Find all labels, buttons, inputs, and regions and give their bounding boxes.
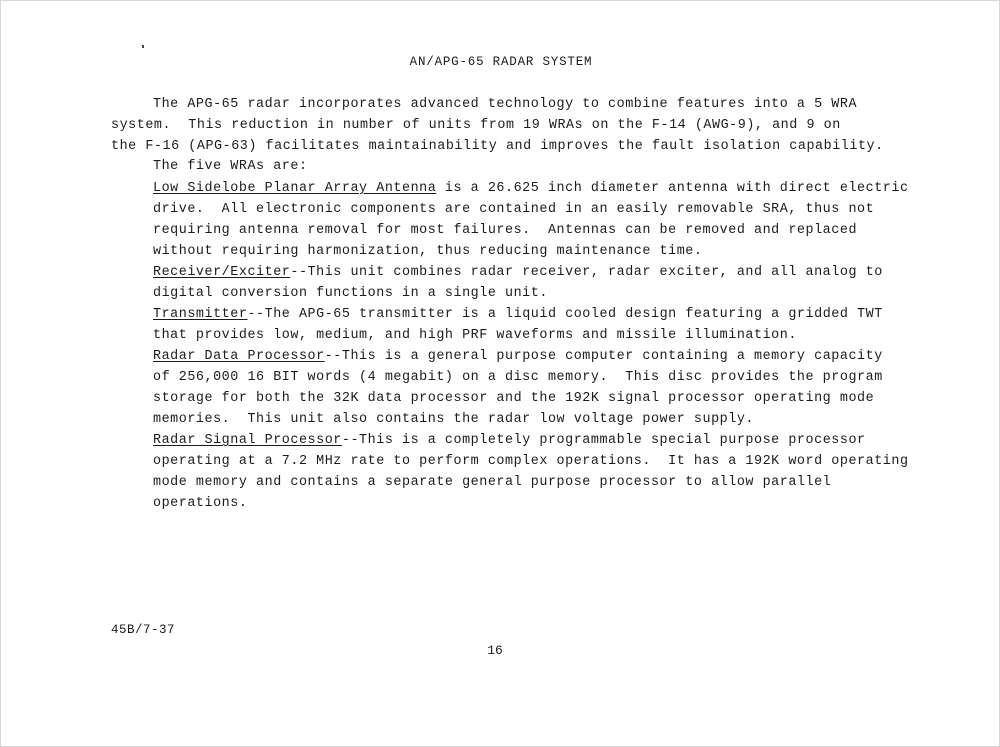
wra-text: is a 26.625 inch diameter antenna with direct electric	[436, 181, 909, 196]
wra-text-line: of 256,000 16 BIT words (4 megabit) on a disc memory. This disc provides the program	[153, 370, 883, 385]
wra-text: --This unit combines radar receiver, radar exciter, and all analog to	[290, 265, 883, 280]
wra-item-antenna	[153, 181, 909, 197]
wra-heading-radar-signal-processor: Radar Signal Processor	[153, 433, 342, 448]
page-number: 16	[487, 643, 503, 658]
wra-text-line: drive. All electronic components are contained in an easily removable SRA, thus not	[153, 202, 875, 217]
wra-text-line: that provides low, medium, and high PRF waveforms and missile illumination.	[153, 328, 797, 343]
wra-text-line: requiring antenna removal for most failures. Antennas can be removed and replaced	[153, 223, 858, 238]
page-title: AN/APG-65 RADAR SYSTEM	[409, 55, 593, 69]
wra-text-line: storage for both the 32K data processor and the 192K signal processor operating mode	[153, 391, 875, 406]
intro-line-1: The APG-65 radar incorporates advanced technology to combine features into a 5 WRA	[153, 97, 858, 112]
wra-item-radar-signal-processor	[153, 433, 866, 449]
wra-item-transmitter	[153, 307, 883, 323]
intro-line-4: The five WRAs are:	[153, 159, 308, 174]
wra-text: --This is a general purpose computer containing a memory capacity	[324, 349, 883, 364]
wra-heading-antenna: Low Sidelobe Planar Array Antenna	[153, 181, 437, 196]
wra-text-line: mode memory and contains a separate general purpose processor to allow parallel	[153, 475, 832, 490]
document-id: 45B/7-37	[111, 623, 176, 637]
scan-speck	[142, 45, 144, 48]
wra-text-line: without requiring harmonization, thus reducing maintenance time.	[153, 244, 703, 259]
wra-text-line: digital conversion functions in a single unit.	[153, 286, 548, 301]
wra-text-line: operations.	[153, 496, 248, 511]
wra-text-line: memories. This unit also contains the radar low voltage power supply.	[153, 412, 754, 427]
wra-text: --The APG-65 transmitter is a liquid cooled design featuring a gridded TWT	[247, 307, 883, 322]
wra-text: --This is a completely programmable special purpose processor	[341, 433, 866, 448]
intro-line-3: the F-16 (APG-63) facilitates maintainability and improves the fault isolation capability.	[111, 139, 884, 154]
wra-heading-radar-data-processor: Radar Data Processor	[153, 349, 325, 364]
intro-line-2: system. This reduction in number of units from 19 WRAs on the F-14 (AWG-9), and 9 on	[111, 118, 841, 133]
wra-heading-transmitter: Transmitter	[153, 307, 248, 322]
wra-item-receiver-exciter	[153, 265, 883, 281]
wra-item-radar-data-processor	[153, 349, 883, 365]
wra-heading-receiver-exciter: Receiver/Exciter	[153, 265, 291, 280]
wra-text-line: operating at a 7.2 MHz rate to perform complex operations. It has a 192K word operating	[153, 454, 909, 469]
